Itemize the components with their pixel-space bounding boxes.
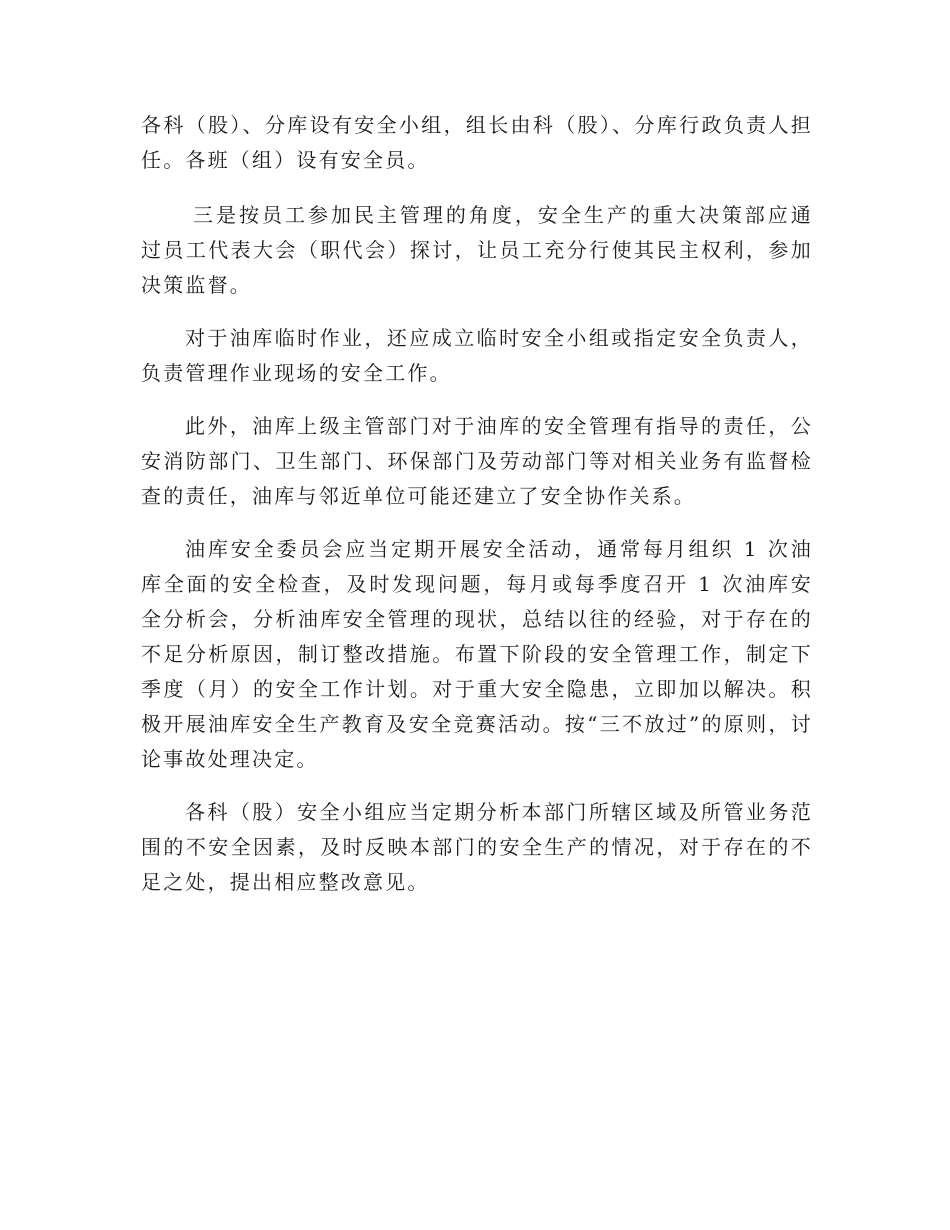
paragraph-5: 油库安全委员会应当定期开展安全活动，通常每月组织 1 次油库全面的安全检查，及时发现问题，每月或每季度召开 1 次油库安全分析会，分析油库安全管理的现状，总结以往的经验，对于存在的不足分析原因，制订整改措施。布置下阶段的安全管理工作，制定下季度（月）的安全工作计划。对于重大安全隐患，立即加以解决。积极开展油库安全生产教育及安全竞赛活动。按“三不放过”的原则，讨论事故处理决定。 xyxy=(141,537,813,771)
paragraph-3: 对于油库临时作业，还应成立临时安全小组或指定安全负责人，负责管理作业现场的安全工作。 xyxy=(141,326,813,385)
paragraph-4: 此外，油库上级主管部门对于油库的安全管理有指导的责任，公安消防部门、卫生部门、环保部门及劳动部门等对相关业务有监督检查的责任，油库与邻近单位可能还建立了安全协作关系。 xyxy=(141,414,813,508)
document-body xyxy=(141,108,813,918)
paragraph-2: 三是按员工参加民主管理的角度，安全生产的重大决策部应通过员工代表大会（职代会）探讨，让员工充分行使其民主权利，参加决策监督。 xyxy=(141,203,813,297)
paragraph-1: 各科（股）、分库设有安全小组，组长由科（股）、分库行政负责人担任。各班（组）设有安全员。 xyxy=(141,113,813,172)
paragraph-6: 各科（股）安全小组应当定期分析本部门所辖区域及所管业务范围的不安全因素，及时反映本部门的安全生产的情况，对于存在的不足之处，提出相应整改意见。 xyxy=(141,800,813,894)
